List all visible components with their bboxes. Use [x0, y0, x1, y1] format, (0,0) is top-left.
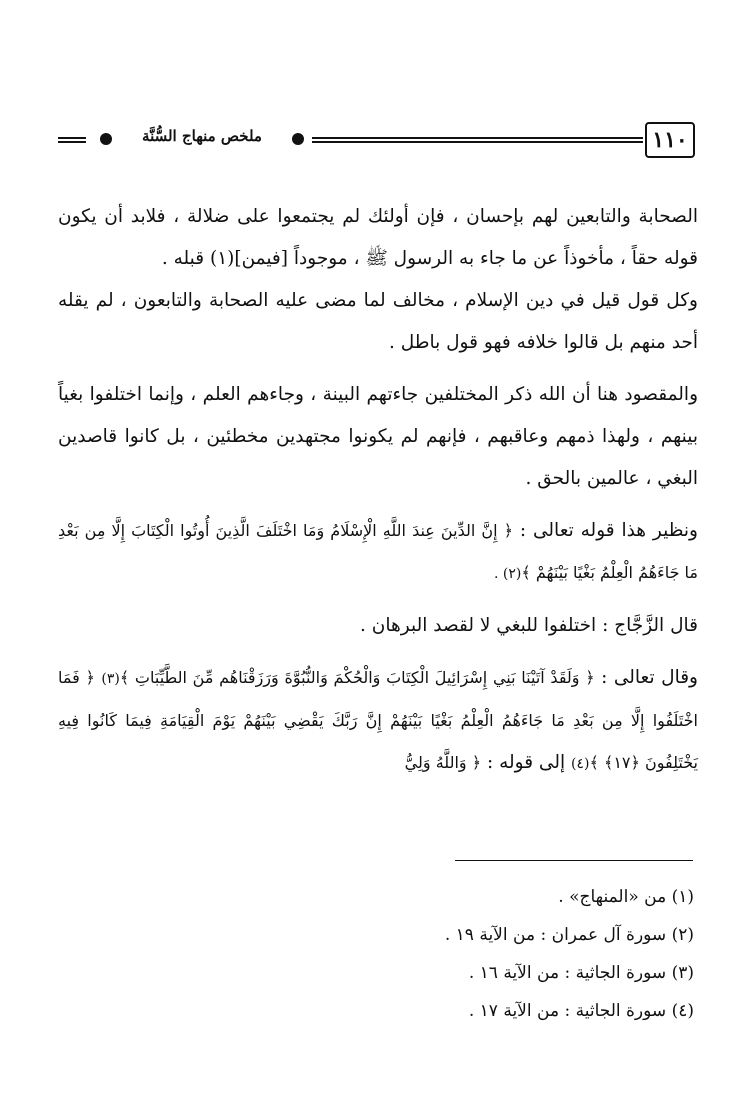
paragraph-4 — [58, 510, 698, 595]
paragraph-6 — [58, 657, 698, 785]
page-header — [0, 122, 755, 162]
quran-verse-4: ﴿ وَاللَّهُ وَلِيُّ — [404, 753, 482, 772]
running-title: ملخص منهاج السُّنَّة — [142, 127, 262, 145]
paragraph-1: الصحابة والتابعين لهم بإحسان ، فإن أولئك لم يجتمعوا على ضلالة ، فلابد أن يكون قوله حقاً ، مأخوذاً عن ما جاء به الرسول ﷺ ، موجوداً [فيمن](١) قبله . — [58, 206, 698, 269]
header-rule-short — [58, 137, 86, 143]
footnote-2: (٢) سورة آل عمران : من الآية ١٩ . — [444, 925, 694, 945]
quran-verse-1: ﴿ إِنَّ الدِّينَ عِندَ اللَّهِ الْإِسْلَامُ وَمَا اخْتَلَفَ الَّذِينَ أُوتُوا الْكِتَابَ إِلَّا مِن بَعْدِ مَا جَاءَهُمُ الْعِلْمُ بَغْيًا بَيْنَهُمْ ﴾ — [58, 521, 698, 582]
paragraph-4-intro: ونظير هذا قوله تعالى : — [519, 520, 698, 541]
paragraph-5: قال الزَّجَّاج : اختلفوا للبغي لا لقصد البرهان . — [360, 615, 698, 636]
page-number: ١١٠ — [645, 122, 695, 158]
header-dot-right — [292, 133, 304, 145]
paragraph-3: والمقصود هنا أن الله ذكر المختلفين جاءتهم البينة ، وجاءهم العلم ، وإنما اختلفوا بغياً بينهم ، ولهذا ذمهم وعاقبهم ، فإنهم لم يكونوا مجتهدين مخطئين ، بل كانوا قاصدين البغي ، عالمين بالحق . — [58, 384, 698, 489]
quran-verse-2: ﴿ وَلَقَدْ آتَيْنَا بَنِي إِسْرَائِيلَ الْكِتَابَ وَالْحُكْمَ وَالنُّبُوَّةَ وَرَزَقْنَاهُم مِّنَ الطَّيِّبَاتِ ﴾ — [119, 668, 595, 687]
footnote-separator — [455, 860, 693, 861]
footnote-1: (١) من «المنهاج» . — [558, 887, 694, 907]
footnote-ref-4: (٤) — [571, 756, 590, 772]
footnote-ref-2: (٢) . — [494, 566, 522, 582]
body-text — [58, 196, 698, 785]
paragraph-6-intro: وقال تعالى : — [601, 667, 698, 688]
quran-verse-3: ﴿ فَمَا اخْتَلَفُوا إِلَّا مِن بَعْدِ مَا جَاءَهُمُ الْعِلْمُ بَغْيًا بَيْنَهُمْ إِنَّ رَبَّكَ يَقْضِي بَيْنَهُمْ يَوْمَ الْقِيَامَةِ فِيمَا كَانُوا فِيهِ يَخْتَلِفُونَ ﴿١٧﴾ ﴾ — [58, 668, 698, 772]
header-rule-long — [312, 137, 643, 143]
header-dot-left — [100, 133, 112, 145]
footnote-ref-3: (٣) — [101, 671, 120, 687]
footnote-4: (٤) سورة الجاثية : من الآية ١٧ . — [468, 1001, 694, 1021]
paragraph-6-mid: إلى قوله : — [486, 752, 566, 773]
paragraph-2: وكل قول قيل في دين الإسلام ، مخالف لما مضى عليه الصحابة والتابعون ، لم يقله أحد منهم بل قالوا خلافه فهو قول باطل . — [58, 290, 698, 353]
footnote-3: (٣) سورة الجاثية : من الآية ١٦ . — [468, 963, 694, 983]
footnotes — [58, 878, 694, 1030]
